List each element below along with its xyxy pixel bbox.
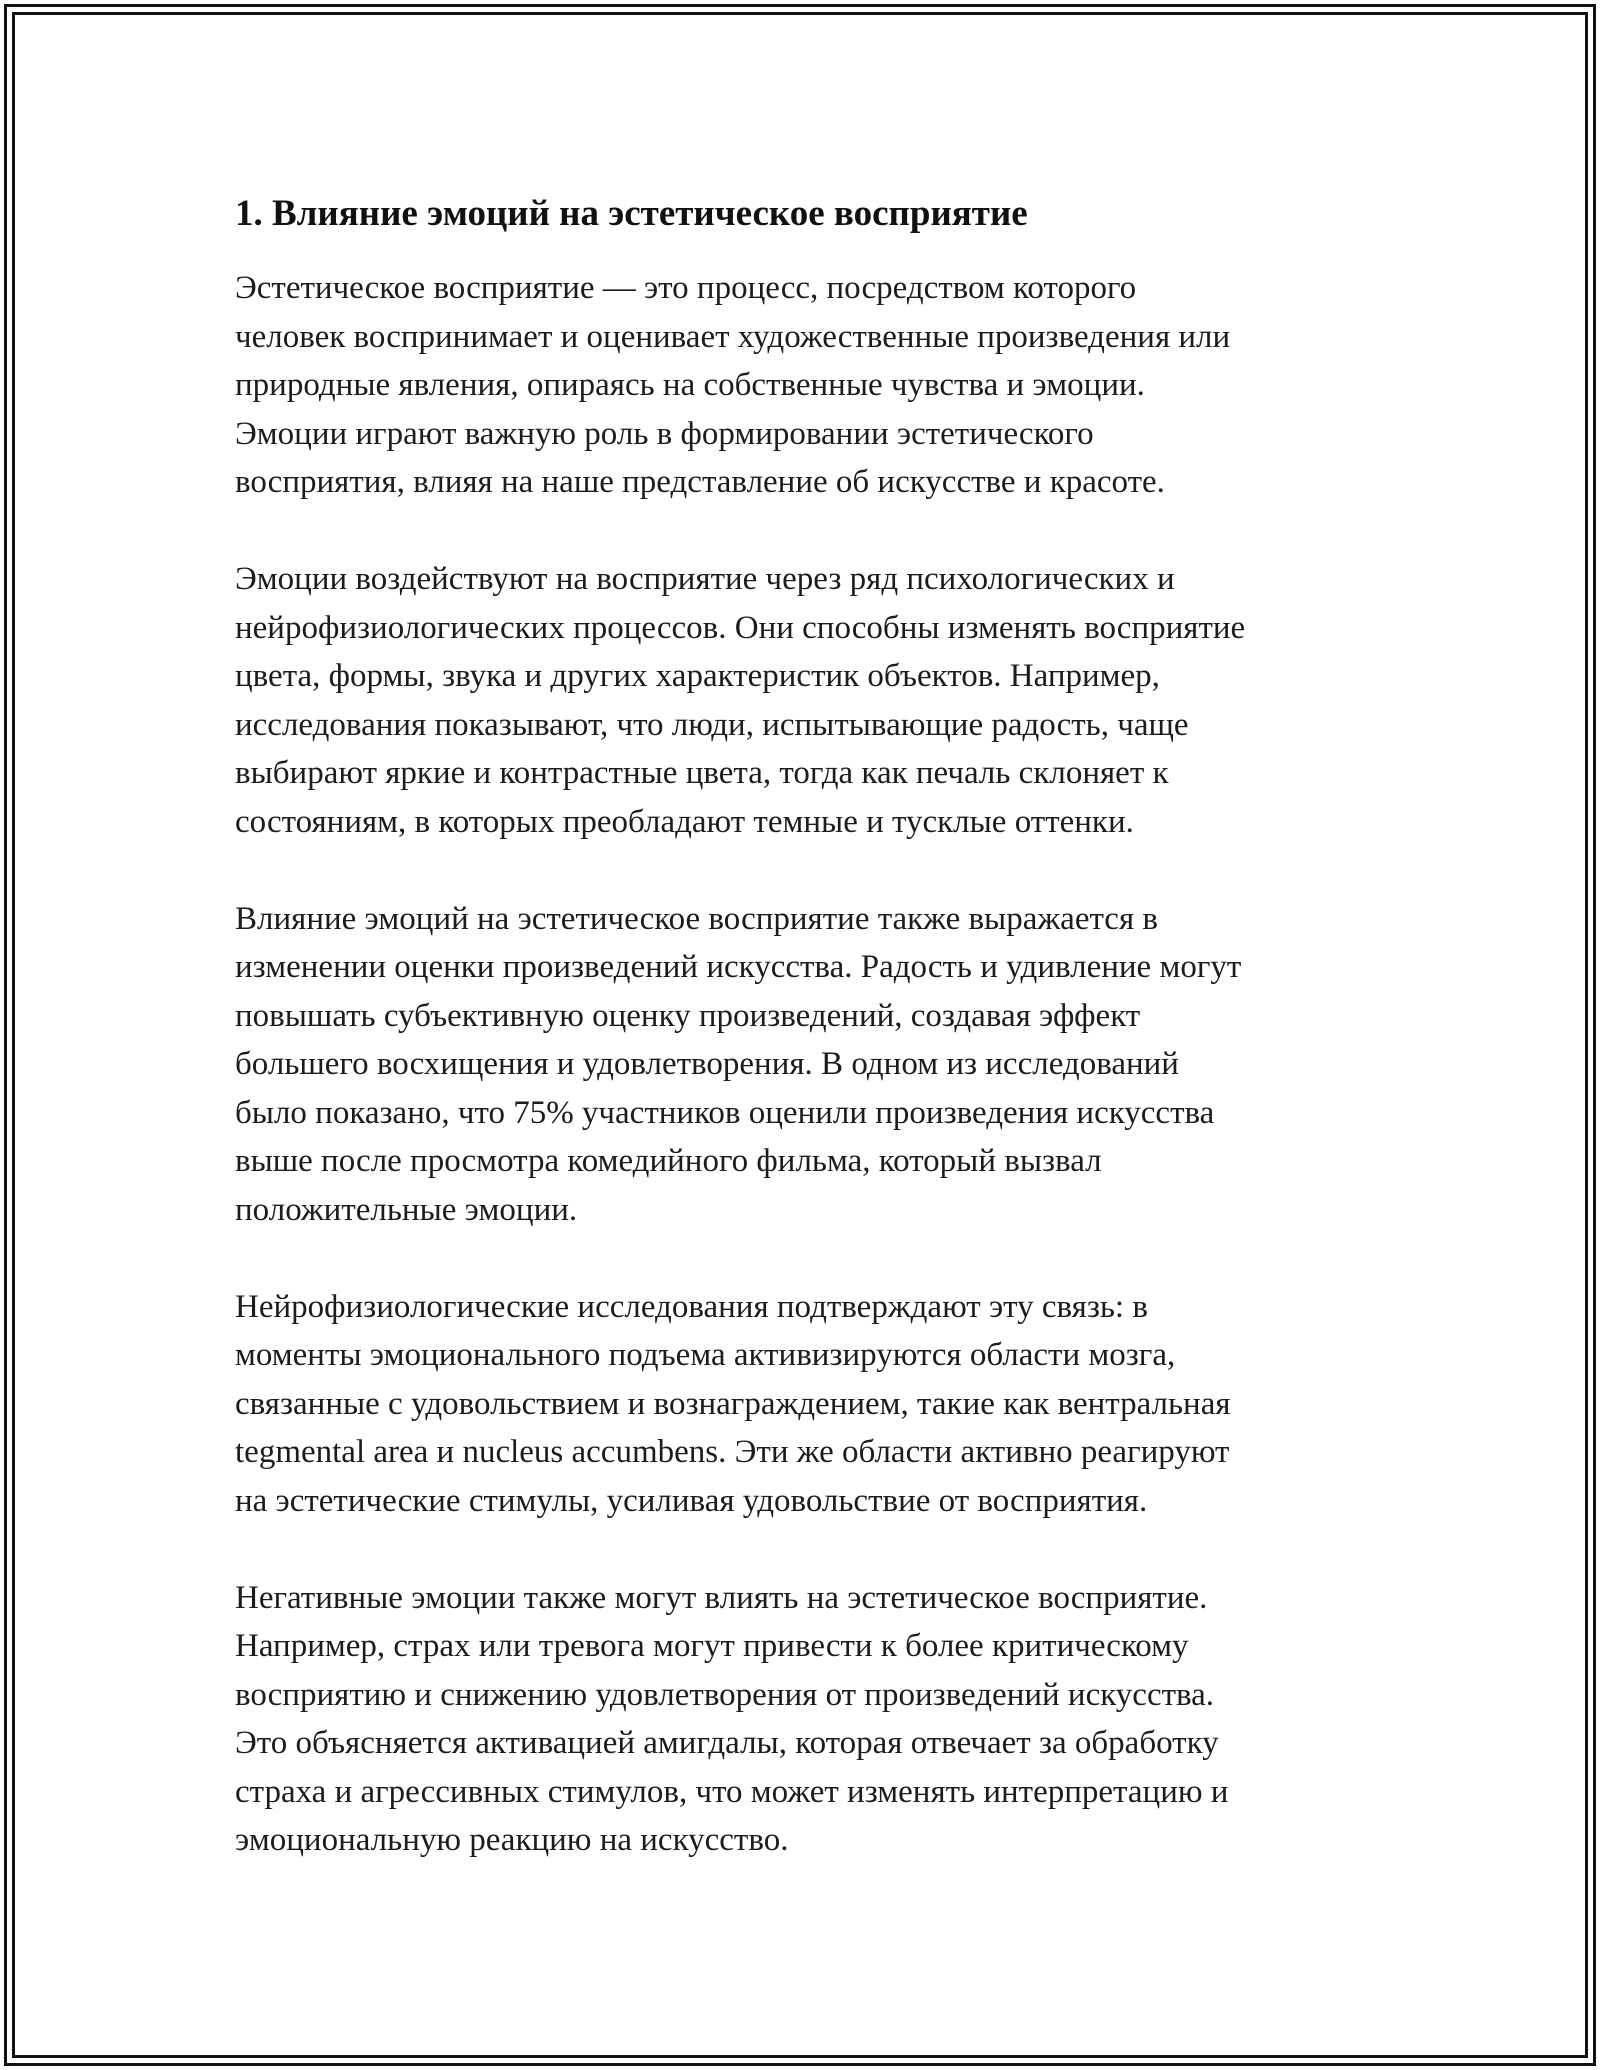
text-line: выше после просмотра комедийного фильма, который вызвал	[235, 1143, 1102, 1179]
text-line: положительные эмоции.	[235, 1191, 578, 1228]
text-line: Влияние эмоций на эстетическое восприятие также выражается в	[235, 900, 1158, 937]
paragraph-5	[235, 1574, 1365, 1865]
text-line: Эмоции воздействуют на восприятие через ряд психологических и	[235, 561, 1175, 597]
text-line: было показано, что 75% участников оценили произведения искусства	[235, 1094, 1215, 1131]
text-line: повышать субъективную оценку произведений, создавая эффект	[235, 997, 1141, 1034]
text-line: большего восхищения и удовлетворения. В одном из исследований	[235, 1046, 1179, 1082]
text-line: восприятия, влияя на наше представление об искусстве и красоте.	[235, 464, 1165, 500]
paragraph-2	[235, 555, 1365, 846]
paragraph-4	[235, 1283, 1365, 1526]
text-line: Например, страх или тревога могут привести к более критическому	[235, 1628, 1189, 1664]
text-line: Негативные эмоции также могут влиять на эстетическое восприятие.	[235, 1579, 1208, 1616]
text-line: Нейрофизиологические исследования подтверждают эту связь: в	[235, 1288, 1148, 1325]
section-heading: 1. Влияние эмоций на эстетическое восприятие	[235, 193, 1028, 234]
text-line: цвета, формы, звука и других характеристик объектов. Например,	[235, 658, 1160, 694]
text-line: tegmental area и nucleus accumbens. Эти же области активно реагируют	[235, 1434, 1230, 1470]
text-line: исследования показывают, что люди, испытывающие радость, чаще	[235, 706, 1189, 743]
document-body	[235, 190, 1365, 1865]
text-line: состояниям, в которых преобладают темные и тусклые оттенки.	[235, 803, 1134, 840]
text-line: моменты эмоционального подъема активизируются области мозга,	[235, 1337, 1176, 1373]
text-line: на эстетические стимулы, усиливая удовольствие от восприятия.	[235, 1482, 1148, 1519]
text-line: изменении оценки произведений искусства. Радость и удивление могут	[235, 949, 1242, 985]
text-line: природные явления, опираясь на собственные чувства и эмоции.	[235, 367, 1145, 403]
text-line: связанные с удовольствием и вознаграждением, такие как вентральная	[235, 1385, 1231, 1422]
text-line: человек воспринимает и оценивает художественные произведения или	[235, 318, 1231, 355]
paragraph-3	[235, 895, 1365, 1235]
text-line: эмоциональную реакцию на искусство.	[235, 1822, 789, 1858]
text-line: страха и агрессивных стимулов, что может изменять интерпретацию и	[235, 1773, 1229, 1810]
paragraph-1	[235, 264, 1365, 507]
text-line: выбирают яркие и контрастные цвета, тогда как печаль склоняет к	[235, 755, 1169, 791]
text-line: Эстетическое восприятие — это процесс, посредством которого	[235, 270, 1137, 306]
text-line: Эмоции играют важную роль в формировании эстетического	[235, 415, 1094, 452]
text-line: Это объясняется активацией амигдалы, которая отвечает за обработку	[235, 1725, 1219, 1761]
text-line: восприятию и снижению удовлетворения от произведений искусства.	[235, 1676, 1215, 1713]
text-line: нейрофизиологических процессов. Они способны изменять восприятие	[235, 609, 1246, 646]
